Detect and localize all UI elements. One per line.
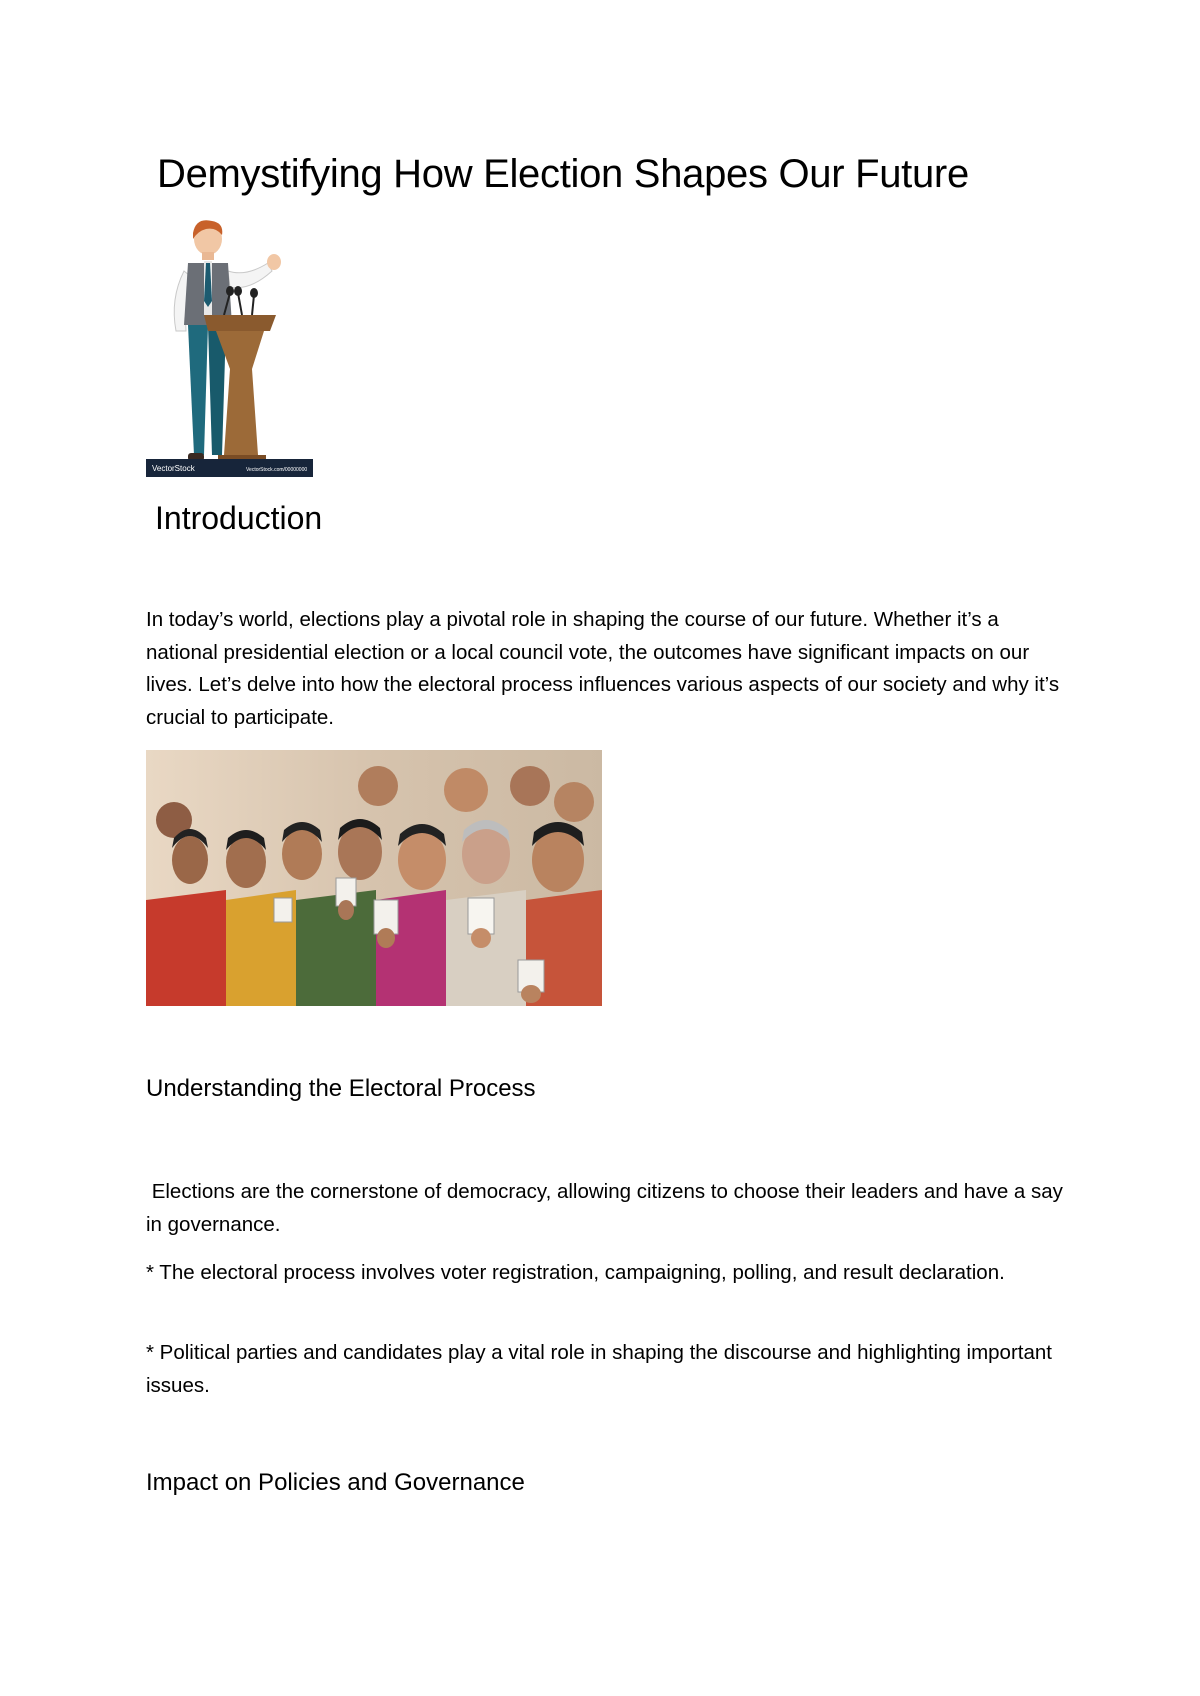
introduction-heading: Introduction: [155, 500, 323, 536]
watermark-right: VectorStock.com/00000000: [246, 467, 308, 473]
political-parties-bullet: * Political parties and candidates play a vital role in shaping the discourse and highlighting important issues.: [146, 1341, 1052, 1397]
speaker-podium-illustration: [146, 219, 313, 477]
voters-photo: [146, 750, 602, 1006]
elections-paragraph: Elections are the cornerstone of democracy, allowing citizens to choose their leaders and have a say in governance.: [146, 1180, 1069, 1236]
introduction-paragraph: In today’s world, elections play a pivotal role in shaping the course of our future. Whether it’s a national presidential election or a local council vote, the outcomes have significant impacts on our lives. Let’s delve into how the electoral process influences various aspects of our society and why it’s crucial to participate.: [146, 608, 1060, 729]
watermark-left: VectorStock: [152, 464, 195, 473]
understanding-heading: Understanding the Electoral Process: [146, 1075, 536, 1102]
electoral-process-bullet: * The electoral process involves voter registration, campaigning, polling, and result declaration.: [146, 1261, 1005, 1284]
document-title: Demystifying How Election Shapes Our Future: [157, 152, 969, 196]
impact-heading: Impact on Policies and Governance: [146, 1469, 525, 1496]
